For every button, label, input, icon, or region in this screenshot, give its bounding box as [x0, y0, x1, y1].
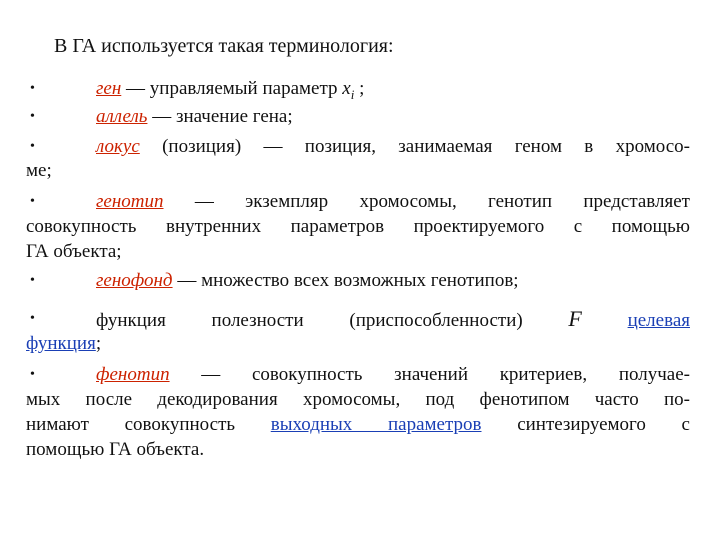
- genotip-definition-line2: совокупность внутренних параметров проектируемого с помощью: [26, 216, 690, 237]
- bullet: •: [30, 273, 35, 288]
- genofond-definition: — множество всех возможных генотипов;: [172, 270, 519, 291]
- list-item-gen: [96, 76, 690, 102]
- genotip-definition-line3: ГА объекта;: [26, 241, 122, 262]
- list-item-genofond: [96, 268, 690, 294]
- fenotip-definition-line2: мых после декодирования хромосомы, под фенотипом часто по-: [26, 389, 690, 410]
- intro-heading: В ГА используется такая терминология:: [54, 35, 394, 57]
- term-allel[interactable]: аллель: [96, 106, 148, 127]
- term-lokus[interactable]: локус: [96, 136, 140, 157]
- fitness-text: функция полезности (приспособленности): [96, 310, 523, 331]
- fitness-punct: ;: [95, 333, 102, 354]
- variable-x-i: $x_i$: [342, 78, 355, 102]
- term-genotip[interactable]: генотип: [96, 191, 164, 212]
- lokus-definition-line2: ме;: [26, 160, 52, 181]
- genotip-definition-line1: — экземпляр хромосомы, генотип представляет: [163, 191, 690, 212]
- bullet: •: [30, 139, 35, 154]
- fenotip-definition-line1: — совокупность значений критериев, получае-: [169, 364, 690, 385]
- fenotip-definition-line3: нимают совокупность выходных параметров синтезируемого с: [26, 414, 690, 435]
- gen-punct: ;: [354, 78, 365, 99]
- term-genofond[interactable]: генофонд: [96, 270, 173, 291]
- lokus-definition-line1: (позиция) — позиция, занимаемая геном в хромосо-: [139, 136, 690, 157]
- link-output-parameters[interactable]: выходных параметров: [270, 414, 482, 435]
- fitness-line2: [26, 331, 690, 357]
- bullet: •: [30, 109, 35, 124]
- fenotip-definition-line4: помощью ГА объекта.: [26, 439, 205, 460]
- link-target-function-part2[interactable]: функция: [26, 333, 96, 354]
- link-target-function-part1[interactable]: целевая: [627, 310, 690, 331]
- bullet: •: [30, 194, 35, 209]
- allel-definition: — значение гена;: [147, 106, 293, 127]
- gen-definition: — управляемый параметр: [121, 78, 343, 99]
- list-item-fenotip: [96, 362, 690, 388]
- term-fenotip[interactable]: фенотип: [96, 364, 170, 385]
- bullet: •: [30, 81, 35, 96]
- variable-F: F: [568, 306, 582, 331]
- list-item-fitness: [96, 306, 690, 332]
- term-gen[interactable]: ген: [96, 78, 122, 99]
- list-item-lokus: [96, 134, 690, 160]
- list-item-allel: [96, 104, 690, 130]
- bullet: •: [30, 311, 35, 326]
- list-item-genotip: [96, 189, 690, 215]
- bullet: •: [30, 367, 35, 382]
